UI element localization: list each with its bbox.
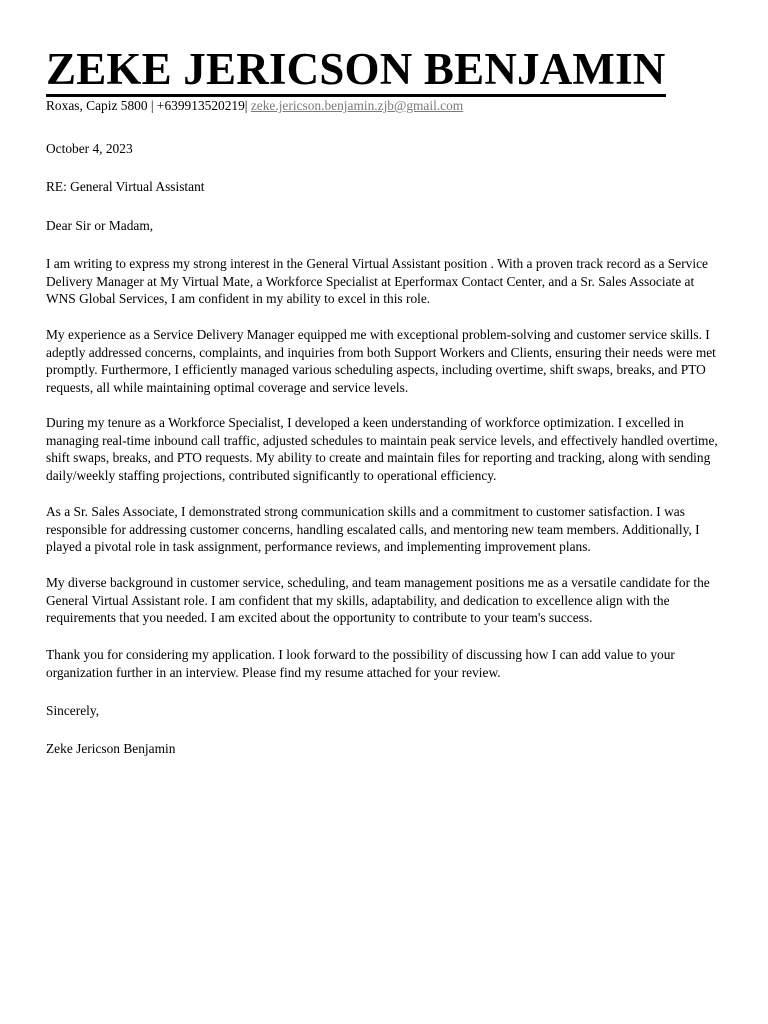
email-link[interactable]: zeke.jericson.benjamin.zjb@gmail.com [250, 98, 464, 113]
paragraph-intro: I am writing to express my strong interest in the General Virtual Assistant position . With a proven track record as a Service Delivery Manager at My Virtual Mate, a Workforce Specialist at Eperformax Contact Center, and a Sr. Sales Associate at WNS Global Services, I am confident in my ability to excel in this role. [46, 256, 708, 307]
contact-line [46, 97, 463, 115]
letter-closing: Sincerely, [46, 703, 100, 718]
contact-address-phone: Roxas, Capiz 5800 | +639913520219| [46, 98, 251, 113]
letter-date: October 4, 2023 [46, 141, 133, 156]
paragraph-thank-you: Thank you for considering my application. I look forward to the possibility of discussing how I can add value to your organization further in an interview. Please find my resume attached for your review. [46, 647, 675, 680]
letter-signature: Zeke Jericson Benjamin [46, 741, 176, 756]
letter-subject: RE: General Virtual Assistant [46, 179, 205, 194]
paragraph-background: My diverse background in customer service, scheduling, and team management positions me as a versatile candidate for the General Virtual Assistant role. I am confident that my skills, adaptability, and dedication to excellence align with the requirements that you needed. I am excited about the opportunity to contribute to your team's success. [46, 575, 710, 626]
paragraph-service-delivery: My experience as a Service Delivery Manager equipped me with exceptional problem-solving and customer service skills. I adeptly addressed concerns, complaints, and inquiries from both Support Workers and Clients, ensuring their needs were met promptly. Furthermore, I efficiently managed various scheduling aspects, including overtime, shift swaps, breaks, and PTO requests, all while maintaining optimal coverage and service levels. [46, 327, 716, 395]
applicant-name: ZEKE JERICSON BENJAMIN [46, 44, 666, 97]
paragraph-sales-associate: As a Sr. Sales Associate, I demonstrated strong communication skills and a commitment to customer satisfaction. I was responsible for addressing customer concerns, handling escalated calls, and mentoring new team members. Additionally, I played a pivotal role in task assignment, performance reviews, and implementing improvement plans. [46, 504, 700, 555]
letter-salutation: Dear Sir or Madam, [46, 218, 154, 233]
paragraph-workforce: During my tenure as a Workforce Specialist, I developed a keen understanding of workforce optimization. I excelled in managing real-time inbound call traffic, adjusted schedules to maintain peak service levels, and effectively handled overtime, shift swaps, breaks, and PTO requests. My ability to create and maintain files for reporting and tracking, along with sending daily/weekly staffing projections, contributed significantly to operational efficiency. [46, 415, 718, 483]
